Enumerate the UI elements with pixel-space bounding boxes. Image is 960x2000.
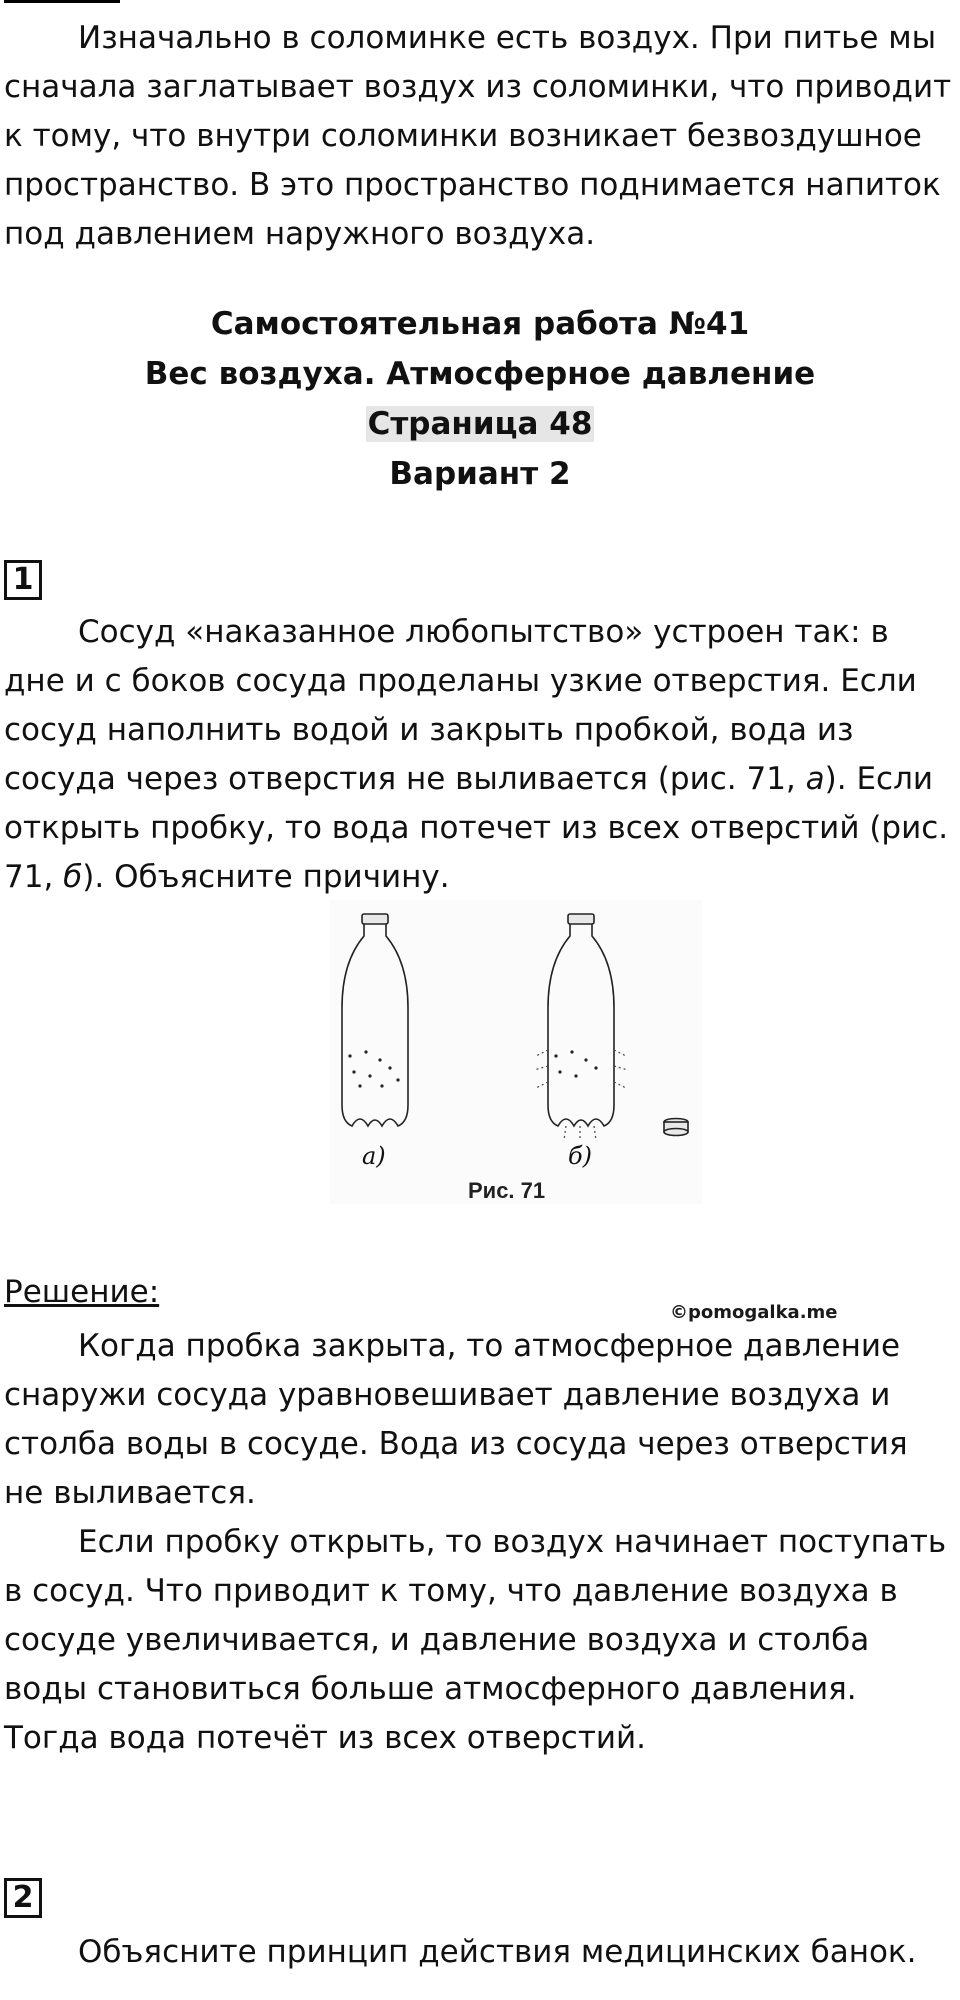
figure-ref-a: а [805, 761, 825, 797]
task-1-number: 1 [4, 560, 42, 600]
removed-cap [664, 1119, 688, 1136]
task-2-number: 2 [4, 1878, 42, 1918]
variant-heading: Вариант 2 [389, 456, 571, 492]
topic-title: Вес воздуха. Атмосферное давление [144, 356, 816, 392]
task-2-question: Объясните принцип действия медицинских банок. [78, 1934, 917, 1970]
watermark: ©pomogalka.me [670, 1302, 838, 1323]
top-rule [4, 0, 120, 3]
page-heading [0, 400, 960, 449]
question-text-part: ). Объясните причину. [82, 859, 450, 895]
figure-caption: Рис. 71 [468, 1178, 546, 1203]
page-number-label: Страница 48 [367, 406, 593, 442]
bottles-illustration [330, 900, 702, 1204]
task-1-question [4, 608, 956, 902]
figure-label-a: а) [362, 1142, 386, 1170]
figure-label-b: б) [568, 1142, 593, 1170]
figure-71 [330, 900, 702, 1204]
bottle-closed [342, 914, 408, 1126]
intro-paragraph: Изначально в соломинке есть воздух. При питье мы сначала заглатывает воздух из соломинки, что приводит к тому, что внутри соломинки возникает безвоздушное пространство. В это пространство поднимается напиток под давлением наружного воздуха. [4, 20, 952, 252]
bottle-cap [568, 914, 594, 924]
question-text-part: Сосуд «наказанное любопытство» устроен так: в дне и с боков сосуда проделаны узкие отверстия. Если сосуд наполнить водой и закрыть пробкой, вода из сосуда через отверстия не выливается (рис. 71, [4, 614, 917, 797]
solution-paragraph-1: Когда пробка закрыта, то атмосферное давление снаружи сосуда уравновешивает давление воздуха и столба воды в сосуде. Вода из сосуда через отверстия не выливается. [4, 1328, 908, 1511]
figure-ref-b: б [63, 859, 83, 895]
work-title: Самостоятельная работа №41 [210, 306, 750, 342]
solution-paragraph-2: Если пробку открыть, то воздух начинает поступать в сосуд. Что приводит к тому, что давление воздуха в сосуде увеличивается, и давление воздуха и столба воды становиться больше атмосферного давления. Тогда вода потечёт из всех отверстий. [4, 1524, 947, 1756]
bottle-cap [362, 914, 388, 924]
question-text-part: ). Если открыть пробку, то вода потечет из всех отверстий (рис. 71, [4, 761, 949, 895]
solution-label: Решение: [4, 1274, 160, 1310]
bottle-open [534, 914, 688, 1140]
